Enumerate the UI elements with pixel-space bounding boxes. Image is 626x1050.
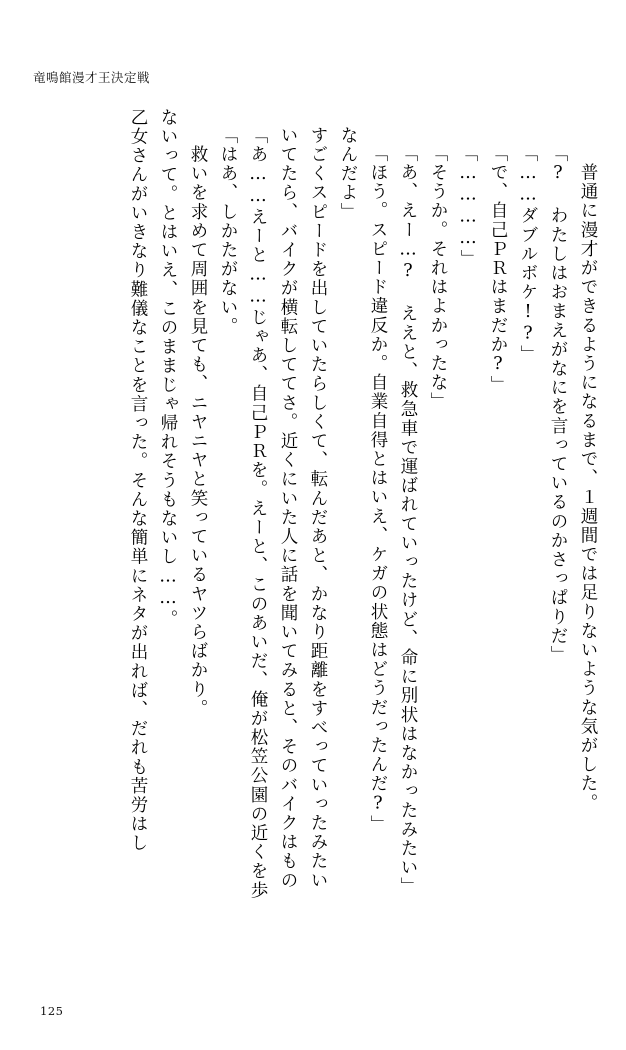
vertical-text-body — [116, 108, 596, 978]
text-column: 乙女さんがいきなり難儀なことを言った。そんな簡単にネタが出れば、だれも苦労はし — [128, 108, 148, 853]
text-column: なんだよ」 — [338, 126, 358, 222]
text-column: いてたら、バイクが横転しててさ。近くにいた人に話を聞いてみると、そのバイクはもの — [278, 126, 298, 890]
text-column: すごくスピードを出していたらしくて、転んだあと、かなり距離をすべっていったみたい — [308, 126, 328, 890]
text-column: 「で、自己ＰＲはまだか?」 — [488, 144, 508, 395]
text-column: 「? わたしはおまえがなにを言っているのかさっぱりだ」 — [548, 144, 568, 665]
text-column: 「そうか。それはよかったな」 — [428, 144, 448, 412]
text-column: 普通に漫才ができるようになるまで、１週間では足りないような気がした。 — [578, 144, 598, 813]
text-column: 「あ、えー…? ええと、救急車で運ばれていったけど、命に別状はなかったみたい」 — [398, 144, 418, 897]
text-column: 救いを求めて周囲を見ても、ニヤニヤと笑っているヤツらばかり。 — [188, 126, 208, 719]
text-column: 「あ……えーと……じゃあ、自己ＰＲを。えーと、このあいだ、俺が松笠公園の近くを歩 — [248, 126, 268, 900]
text-column: ないって。とはいえ、このままじゃ帰れそうもないし……。 — [158, 108, 178, 629]
text-column: 「…………」 — [458, 144, 478, 269]
page-number: 125 — [40, 1004, 64, 1018]
running-header-title: 竜鳴館漫才王決定戦 — [33, 70, 151, 85]
text-column: 「はあ、しかたがない。 — [218, 126, 238, 337]
text-column: 「ほう。スピード違反か。自業自得とはいえ、ケガの状態はどうだったんだ?」 — [368, 144, 388, 835]
text-column: 「……ダブルボケ!?」 — [518, 144, 538, 365]
